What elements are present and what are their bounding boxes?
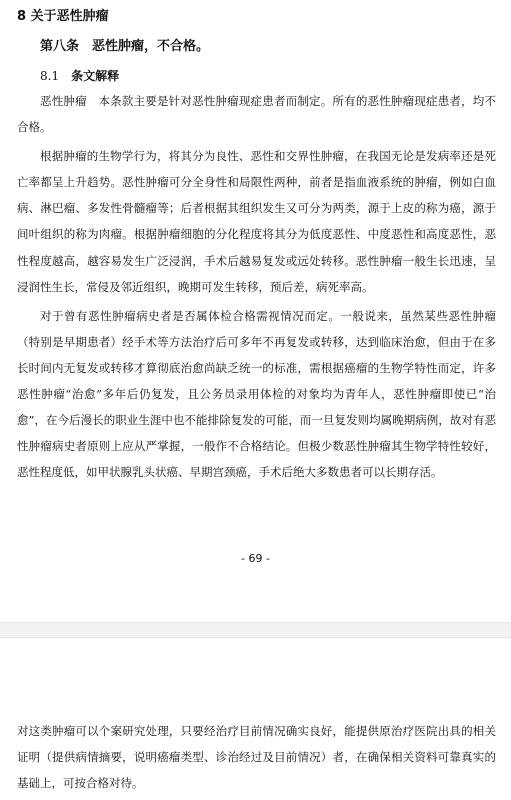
body-text-continued <box>17 718 496 799</box>
paragraph: 恶性肿瘤 本条款主要是针对恶性肿瘤现症患者而制定。所有的恶性肿瘤现症患者，均不合格。 <box>17 94 496 135</box>
section-number: 8.1 <box>40 69 60 83</box>
page-separator <box>0 622 511 638</box>
section-title: 条文解释 <box>71 69 120 83</box>
page-number: - 69 - <box>241 552 270 565</box>
body-text <box>17 88 496 488</box>
paragraph: 对这类肿瘤可以个案研究处理，只要经治疗目前情况确实良好，能提供原治疗医院出具的相关证明（提供病情摘要，说明癌瘤类型、诊治经过及目前情况）者，在确保相关资料可靠真实的基础上，可按合格对待。 <box>17 724 496 791</box>
paragraph: 对于曾有恶性肿瘤病史者是否属体检合格需视情况而定。一般说来，虽然某些恶性肿瘤（特别是早期患者）经手术等方法治疗后可多年不再复发或转移，达到临床治愈，但由于在多长时间内无复发或转移才算彻底治愈尚缺乏统一的标准，需根据癌瘤的生物学特性而定，许多恶性肿瘤“治愈”多年后仍复发，且公务员录用体检的对象均为青年人，恶性肿瘤即使已“治愈”，在今后漫长的职业生涯中也不能排除复发的可能，而一旦复发则均属晚期病例，故对有恶性肿瘤病史者原则上应从严掌握，一般作不合格结论。但极少数恶性肿瘤其生物学特性较好，恶性程度低，如甲状腺乳头状癌、早期宫颈癌，手术后绝大多数患者可以长期存活。 <box>17 308 496 480</box>
paragraph: 根据肿瘤的生物学行为，将其分为良性、恶性和交界性肿瘤，在我国无论是发病率还是死亡率都呈上升趋势。恶性肿瘤可分全身性和局限性两种，前者是指血液系统的肿瘤，例如白血病、淋巴瘤、多发性骨髓瘤等；后者根据其组织发生又可分为两类，源于上皮的称为癌，源于间叶组织的称为肉瘤。根据肿瘤细胞的分化程度将其分为低度恶性、中度恶性和高度恶性，恶性程度越高，越容易发生广泛浸润，手术后越易复发或远处转移。恶性肿瘤一般生长迅速，呈浸润性生长，常侵及邻近组织，晚期可发生转移，预后差，病死率高。 <box>17 149 496 294</box>
section-heading <box>40 67 119 85</box>
article-heading: 第八条 恶性肿瘤，不合格。 <box>40 39 210 54</box>
chapter-heading: 8 关于恶性肿瘤 <box>17 9 109 24</box>
